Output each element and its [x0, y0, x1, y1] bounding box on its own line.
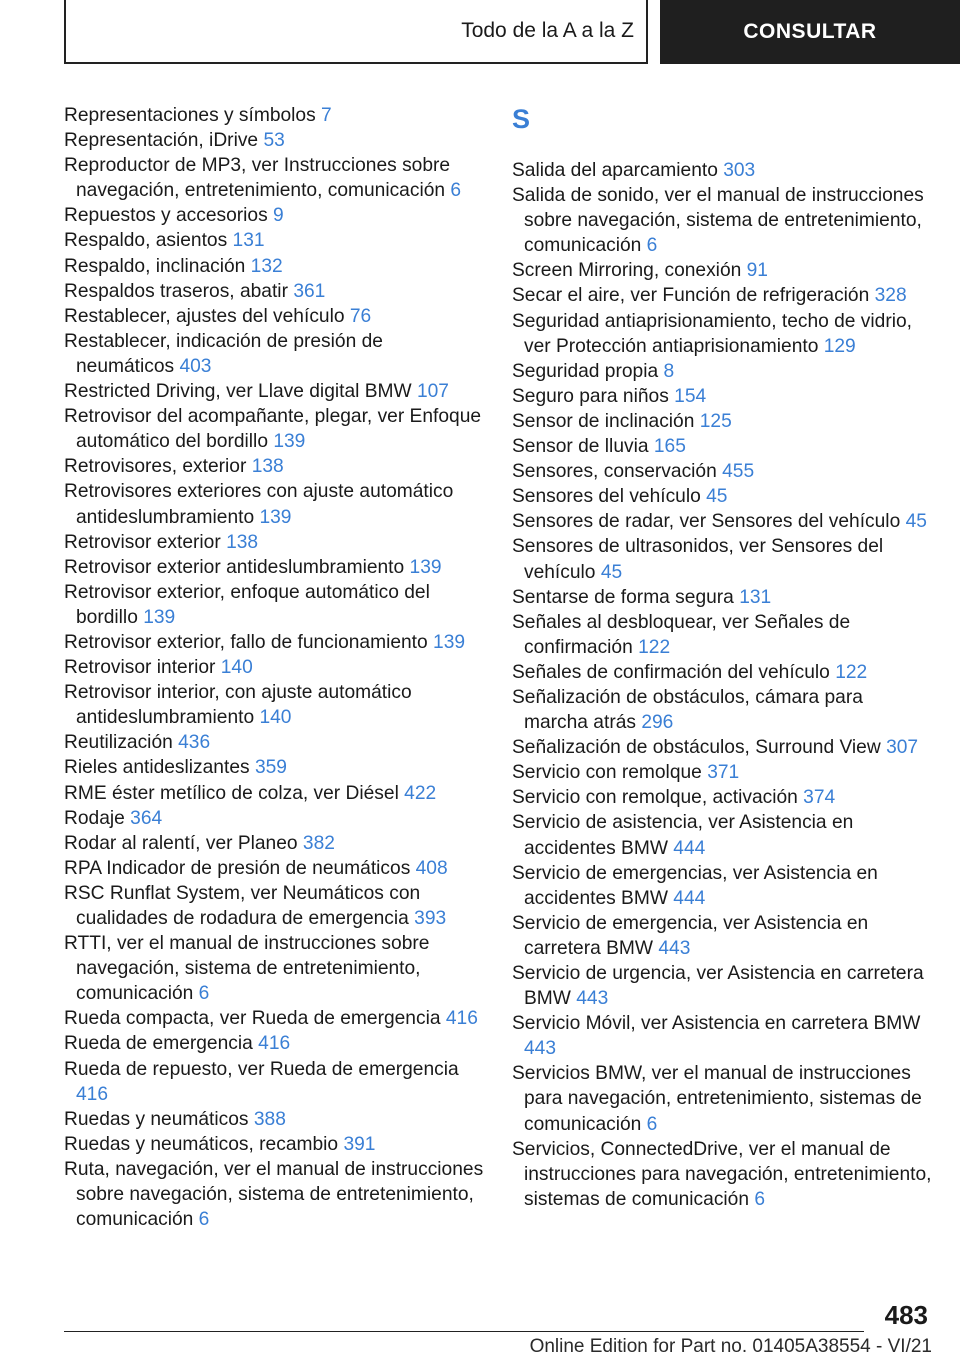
index-entry — [64, 454, 484, 479]
index-entry — [64, 655, 484, 680]
index-entry-text: Retrovisor exterior antideslumbramiento — [64, 556, 405, 578]
index-column-right — [512, 103, 932, 1212]
index-entry-text: Restablecer, ajustes del vehículo — [64, 305, 345, 327]
index-entry-page-link[interactable]: 303 — [723, 160, 756, 181]
index-entry-text: Servicio con remolque — [512, 762, 702, 784]
index-entry — [64, 856, 484, 881]
index-entry — [512, 961, 932, 1011]
index-entry-page-link[interactable]: 403 — [179, 355, 212, 377]
index-entry-page-link[interactable]: 388 — [253, 1108, 286, 1130]
index-entry — [64, 580, 484, 630]
index-entry-text: Rodaje — [64, 807, 125, 829]
index-entry — [512, 434, 932, 459]
index-entry-text: Restricted Driving, ver Llave digital BMW — [64, 381, 412, 403]
index-entry — [64, 1057, 484, 1107]
index-entry-page-link[interactable]: 391 — [343, 1133, 376, 1155]
index-entry-page-link[interactable]: 131 — [739, 586, 772, 608]
index-entry-page-link[interactable]: 138 — [251, 456, 284, 478]
index-entry — [512, 258, 932, 283]
index-entry-text: Servicio con remolque, activación — [512, 787, 798, 809]
index-entry-text: Retrovisor interior, con ajuste automático antideslumbramiento — [64, 682, 412, 729]
index-entry — [64, 555, 484, 580]
index-entry-text: RTTI, ver el manual de instrucciones sobre navegación, sistema de entretenimiento, comunicación — [64, 933, 430, 1005]
index-entry-text: Retrovisor interior — [64, 657, 216, 679]
index-entry — [512, 1137, 932, 1212]
index-entry-page-link[interactable]: 296 — [641, 712, 674, 734]
index-entry — [512, 359, 932, 384]
index-entry-page-link[interactable]: 138 — [226, 531, 259, 553]
index-entry-page-link[interactable]: 8 — [663, 360, 675, 382]
index-entry-page-link[interactable]: 140 — [259, 707, 292, 729]
index-entry — [512, 1061, 932, 1136]
index-entry-text: Seguro para niños — [512, 385, 669, 407]
index-entry-text: RPA Indicador de presión de neumáticos — [64, 857, 411, 879]
index-entry — [512, 1011, 932, 1061]
index-entry — [512, 183, 932, 258]
index-entry — [512, 610, 932, 660]
index-entry-text: Ruta, navegación, ver el manual de instrucciones sobre navegación, sistema de entretenimiento, comunicación — [64, 1158, 484, 1231]
footer-edition: Online Edition for Part no. 01405A38554 - VI/21 — [529, 1336, 932, 1357]
index-entry-text: Retrovisores, exterior — [64, 456, 247, 478]
index-entry-page-link[interactable]: 416 — [76, 1083, 109, 1105]
index-entry-page-link[interactable]: 6 — [198, 1209, 210, 1231]
index-entry-page-link[interactable]: 154 — [674, 385, 707, 407]
index-entry-page-link[interactable]: 131 — [232, 230, 265, 252]
index-entry-page-link[interactable]: 165 — [653, 436, 686, 458]
index-entry-text: Retrovisor exterior — [64, 531, 221, 553]
index-entry-text: Rodar al ralentí, ver Planeo — [64, 832, 298, 854]
index-entry-page-link[interactable]: 125 — [699, 410, 732, 432]
index-entry-page-link[interactable]: 408 — [415, 857, 448, 879]
index-entry — [512, 534, 932, 584]
index-entry-page-link[interactable]: 76 — [349, 305, 372, 327]
index-entry-page-link[interactable]: 393 — [414, 908, 447, 929]
index-entry — [64, 755, 484, 780]
index-entry-page-link[interactable]: 307 — [886, 737, 919, 759]
index-entry — [64, 630, 484, 655]
index-entry-page-link[interactable]: 45 — [706, 486, 728, 508]
index-entry — [512, 911, 932, 961]
index-entry — [64, 931, 484, 1006]
index-entry-page-link[interactable]: 45 — [600, 561, 623, 583]
section-tab-label: Todo de la A a la Z — [461, 19, 634, 42]
index-entry — [512, 685, 932, 735]
index-entry-text: Sensores del vehículo — [512, 486, 701, 508]
page-number: 483 — [884, 1300, 928, 1330]
index-entry — [512, 810, 932, 860]
index-entry — [512, 409, 932, 434]
index-entry-page-link[interactable]: 444 — [673, 887, 706, 909]
index-entry — [512, 509, 932, 534]
index-entry — [64, 203, 484, 228]
index-entry — [64, 1132, 484, 1157]
index-entry — [64, 103, 484, 128]
index-entry-text: Retrovisores exteriores con ajuste automático antideslumbramiento — [64, 481, 454, 528]
index-entry-text: Salida de sonido, ver el manual de instrucciones sobre navegación, sistema de entretenimiento, comunicación — [512, 185, 924, 257]
index-entry-text: Servicios, ConnectedDrive, ver el manual de instrucciones para navegación, entretenimiento, sistemas de comunicación — [512, 1138, 932, 1210]
index-entry-text: Screen Mirroring, conexión — [512, 260, 742, 282]
index-entry-text: Respaldos traseros, abatir — [64, 280, 288, 302]
index-entry — [64, 304, 484, 329]
header-section-tab[interactable] — [64, 0, 648, 64]
index-entry-text: Ruedas y neumáticos, recambio — [64, 1133, 339, 1155]
index-entry — [64, 831, 484, 856]
index-entry-page-link[interactable]: 7 — [321, 105, 332, 126]
index-entries-s — [512, 158, 932, 1212]
index-entry-page-link[interactable]: 359 — [254, 757, 287, 779]
index-entry — [512, 309, 932, 359]
index-entry-page-link[interactable]: 416 — [258, 1033, 291, 1055]
index-entry-text: Servicios BMW, ver el manual de instrucciones para navegación, entretenimiento, sistemas de comunicación — [512, 1063, 922, 1135]
index-entry — [64, 1107, 484, 1132]
index-entry-page-link[interactable]: 122 — [835, 661, 868, 683]
index-entry-page-link[interactable]: 422 — [404, 782, 437, 804]
index-entry — [512, 384, 932, 409]
index-entry — [64, 730, 484, 755]
index-entry-page-link[interactable]: 328 — [874, 285, 907, 307]
index-entry — [64, 1031, 484, 1056]
index-entry-text: Reutilización — [64, 732, 173, 754]
index-entry-page-link[interactable]: 364 — [130, 807, 163, 829]
index-entry-page-link[interactable]: 436 — [178, 732, 211, 754]
index-entry-page-link[interactable]: 6 — [198, 983, 210, 1005]
index-entry-text: Rieles antideslizantes — [64, 757, 250, 779]
index-entry-text: Retrovisor del acompañante, plegar, ver Enfoque automático del bordillo — [64, 406, 482, 453]
index-entry-page-link[interactable]: 6 — [646, 235, 658, 257]
index-column-left — [64, 103, 484, 1232]
index-entry — [64, 1157, 484, 1232]
index-entry-page-link[interactable]: 374 — [803, 787, 836, 809]
index-entry — [64, 530, 484, 555]
index-entry — [512, 861, 932, 911]
index-entry-page-link[interactable]: 455 — [722, 461, 755, 483]
index-entry-text: Sensor de lluvia — [512, 436, 649, 458]
index-entry-page-link[interactable]: 139 — [409, 556, 442, 578]
index-entry-text: Retrovisor exterior, enfoque automático del bordillo — [64, 581, 430, 628]
index-entry-text: Servicio de urgencia, ver Asistencia en carretera BMW — [512, 963, 924, 1010]
index-entry-text: Rueda compacta, ver Rueda de emergencia — [64, 1008, 441, 1030]
index-entry-page-link[interactable]: 443 — [524, 1038, 557, 1060]
index-letter-heading: S — [512, 104, 531, 134]
index-entry-text: Sensores de ultrasonidos, ver Sensores del vehículo — [512, 536, 884, 583]
index-entry-page-link[interactable]: 53 — [263, 130, 285, 152]
index-entry — [64, 881, 484, 931]
index-entry — [64, 781, 484, 806]
index-entry-page-link[interactable]: 416 — [445, 1008, 478, 1030]
index-entry-text: Señales al desbloquear, ver Señales de confirmación — [512, 611, 851, 658]
index-entry-page-link[interactable]: 371 — [707, 762, 740, 784]
index-entry-page-link[interactable]: 6 — [450, 180, 462, 202]
index-entry — [64, 254, 484, 279]
index-entry-text: Sentarse de forma segura — [512, 586, 734, 608]
index-entry-page-link[interactable]: 132 — [250, 255, 283, 277]
index-entry-text: Representación, iDrive — [64, 130, 259, 152]
index-entry-text: Salida del aparcamiento — [512, 160, 718, 181]
index-entry-text: Rueda de emergencia — [64, 1033, 253, 1055]
header-active-tab[interactable] — [660, 0, 960, 64]
index-entry — [512, 660, 932, 685]
index-entry-text: Reproductor de MP3, ver Instrucciones sobre navegación, entretenimiento, comunicación — [64, 155, 451, 202]
index-entry-text: RSC Runflat System, ver Neumáticos con cualidades de rodadura de emergencia — [64, 882, 421, 929]
index-entry-page-link[interactable]: 107 — [416, 381, 449, 403]
index-entry — [64, 479, 484, 529]
index-entry-text: Servicio Móvil, ver Asistencia en carretera BMW — [512, 1013, 921, 1035]
index-entry-text: Seguridad antiaprisionamiento, techo de vidrio, ver Protección antiaprisionamiento — [512, 310, 912, 357]
index-entry-text: Repuestos y accesorios — [64, 205, 268, 227]
index-entry-text: Representaciones y símbolos — [64, 105, 316, 126]
index-entry — [64, 228, 484, 253]
index-entry-text: Respaldo, asientos — [64, 230, 228, 252]
index-entry-text: Retrovisor exterior, fallo de funcionamiento — [64, 631, 428, 653]
index-entry-text: Seguridad propia — [512, 360, 659, 382]
index-entry — [512, 735, 932, 760]
index-entry — [64, 404, 484, 454]
index-entry-text: Restablecer, indicación de presión de neumáticos — [64, 330, 383, 377]
index-entry-text: Respaldo, inclinación — [64, 255, 246, 277]
index-entry-page-link[interactable]: 139 — [143, 606, 176, 628]
index-entry-text: Sensores de radar, ver Sensores del vehículo — [512, 511, 901, 533]
index-entry — [512, 785, 932, 810]
index-entry — [512, 484, 932, 509]
index-entry — [512, 459, 932, 484]
index-entry-page-link[interactable]: 139 — [273, 431, 306, 453]
index-entry-page-link[interactable]: 6 — [646, 1113, 658, 1135]
index-entry — [512, 158, 932, 183]
index-entry-text: Servicio de emergencias, ver Asistencia en accidentes BMW — [512, 862, 878, 909]
index-entry — [64, 806, 484, 831]
index-entry-page-link[interactable]: 45 — [905, 511, 927, 533]
index-entry-page-link[interactable]: 140 — [220, 657, 253, 679]
index-entry — [64, 329, 484, 379]
index-entry — [64, 1006, 484, 1031]
index-entry-text: Señalización de obstáculos, Surround View — [512, 737, 881, 759]
index-entry-text: Señalización de obstáculos, cámara para marcha atrás — [512, 686, 863, 734]
index-entry — [512, 585, 932, 610]
index-entry-page-link[interactable]: 9 — [273, 205, 284, 227]
index-entry — [64, 680, 484, 730]
index-entry-text: Servicio de emergencia, ver Asistencia en carretera BMW — [512, 912, 869, 959]
index-entry — [64, 379, 484, 404]
index-entry-page-link[interactable]: 443 — [658, 937, 691, 959]
index-entry-page-link[interactable]: 139 — [259, 506, 292, 528]
index-entry-text: Ruedas y neumáticos — [64, 1108, 249, 1130]
index-entry-page-link[interactable]: 444 — [673, 837, 706, 859]
index-entry — [64, 128, 484, 153]
index-entry-page-link[interactable]: 443 — [576, 988, 609, 1010]
index-entry — [64, 153, 484, 203]
index-entry — [64, 279, 484, 304]
active-tab-label: CONSULTAR — [743, 20, 877, 43]
index-entry-text: Servicio de asistencia, ver Asistencia en accidentes BMW — [512, 812, 854, 859]
index-entry-text: Sensores, conservación — [512, 461, 717, 483]
index-entry-text: Rueda de repuesto, ver Rueda de emergencia — [64, 1058, 459, 1080]
index-entry-page-link[interactable]: 6 — [754, 1188, 766, 1210]
index-entry-text: Secar el aire, ver Función de refrigeración — [512, 285, 870, 307]
index-entry — [512, 760, 932, 785]
index-entry-text: Señales de confirmación del vehículo — [512, 661, 830, 683]
footer-divider — [64, 1331, 864, 1332]
index-entry — [512, 283, 932, 308]
index-entry-text: Sensor de inclinación — [512, 410, 695, 432]
index-entry-page-link[interactable]: 122 — [638, 636, 671, 658]
index-entry-page-link[interactable]: 382 — [302, 832, 335, 854]
index-entry-page-link[interactable]: 129 — [823, 335, 856, 357]
index-entry-text: RME éster metílico de colza, ver Diésel — [64, 782, 399, 804]
index-entry-page-link[interactable]: 361 — [293, 280, 326, 302]
index-entry-page-link[interactable]: 139 — [433, 631, 466, 653]
index-entry-page-link[interactable]: 91 — [746, 260, 768, 282]
